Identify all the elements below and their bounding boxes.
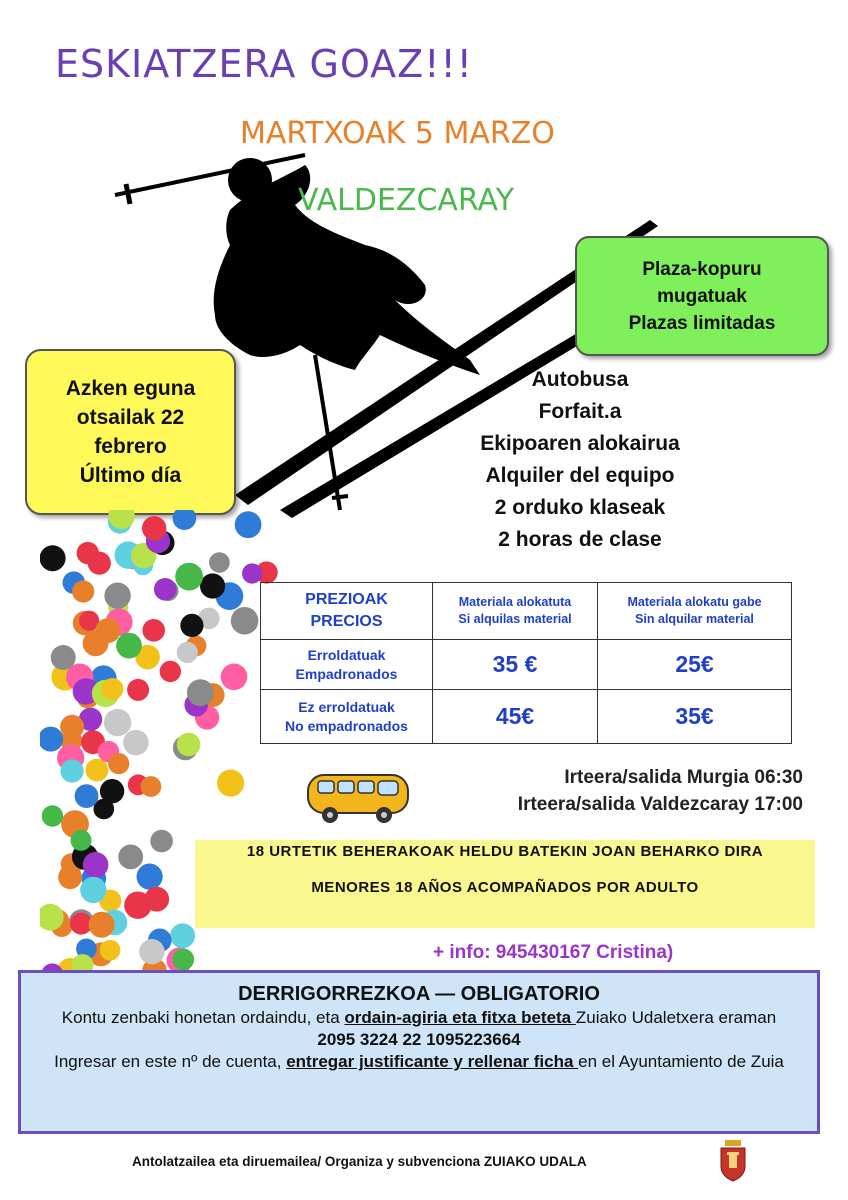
payment-text: Kontu zenbaki honetan ordaindu, eta — [61, 1008, 345, 1027]
price-table — [260, 582, 792, 744]
contact-info: + info: 945430167 Cristina) — [433, 942, 674, 963]
confetti-dot — [104, 583, 130, 609]
confetti-dot — [95, 618, 120, 643]
price-cell: 45€ — [433, 690, 598, 744]
confetti-dot — [139, 939, 164, 964]
row-label-text: No empadronados — [285, 717, 408, 734]
column-header-text: Materiala alokatu gabe — [627, 595, 762, 609]
payment-box — [18, 970, 820, 1134]
row-label-text: Empadronados — [295, 665, 398, 682]
confetti-dot — [217, 770, 244, 797]
confetti-dot — [209, 552, 230, 573]
service-item: Forfait.a — [538, 400, 622, 423]
departure-times — [440, 764, 803, 818]
poster-title: ESKIATZERA GOAZ!!! — [55, 42, 473, 86]
row-label — [261, 690, 433, 744]
confetti-dot — [40, 727, 63, 752]
deadline-line: febrero — [94, 435, 167, 458]
deadline-line: otsailak 22 — [76, 406, 185, 429]
confetti-dot — [150, 830, 173, 853]
confetti-dot — [142, 516, 166, 540]
table-row — [261, 690, 792, 744]
payment-text: en el Ayuntamiento de Zuia — [578, 1052, 784, 1071]
header-label: PRECIOS — [310, 613, 383, 630]
organizer-footer: Antolatzailea eta diruemailea/ Organiza y subvenciona ZUIAKO UDALA — [132, 1154, 587, 1169]
confetti-dot — [118, 845, 143, 870]
column-header-text: Sin alquilar material — [635, 612, 754, 626]
confetti-dot — [142, 619, 165, 642]
payment-eu — [21, 1007, 817, 1029]
confetti-dot — [141, 776, 162, 797]
confetti-dot — [83, 852, 109, 878]
column-header-norent — [598, 583, 792, 640]
event-location: VALDEZCARAY — [298, 183, 515, 218]
confetti-dot — [221, 664, 248, 691]
limited-line: Plaza-kopuru — [642, 258, 762, 280]
confetti-dot — [58, 865, 82, 889]
price-cell: 35 € — [433, 640, 598, 690]
confetti-dot — [51, 645, 76, 670]
payment-emphasis: entregar justificante y rellenar ficha — [286, 1052, 579, 1071]
confetti-dot — [101, 678, 123, 700]
service-item: 2 orduko klaseak — [494, 496, 666, 519]
minors-notice-eu: 18 URTETIK BEHERAKOAK HELDU BATEKIN JOAN BEHARKO DIRA — [246, 843, 764, 860]
confetti-dot — [127, 679, 149, 701]
confetti-dot — [200, 573, 225, 598]
confetti-dot — [175, 563, 203, 591]
row-label-text: Erroldatuak — [307, 646, 386, 663]
payment-heading: DERRIGORREZKOA — OBLIGATORIO — [238, 983, 600, 1005]
confetti-dot — [180, 614, 203, 637]
table-row — [261, 640, 792, 690]
confetti-dot — [172, 949, 194, 971]
confetti-dot — [177, 642, 198, 663]
confetti-dot — [116, 633, 142, 659]
confetti-dot — [235, 511, 262, 538]
confetti-dot — [100, 779, 124, 803]
event-date: MARTXOAK 5 MARZO — [240, 116, 555, 151]
confetti-dot — [42, 805, 63, 826]
service-item: 2 horas de clase — [498, 528, 662, 551]
confetti-dot — [144, 887, 169, 912]
price-table-corner — [261, 583, 433, 640]
confetti-dot — [100, 940, 121, 961]
deadline-line: Último día — [79, 464, 182, 487]
departure-line: Irteera/salida Murgia 06:30 — [564, 767, 803, 788]
confetti-dot — [242, 563, 262, 583]
confetti-dot — [160, 661, 181, 682]
limited-line: Plazas limitadas — [628, 312, 776, 334]
row-label — [261, 640, 433, 690]
limited-places-box — [575, 236, 829, 356]
confetti-dot — [60, 715, 84, 739]
column-header-text: Materiala alokatuta — [458, 595, 572, 609]
confetti-dot — [80, 877, 106, 903]
deadline-box — [25, 349, 236, 515]
confetti-dot — [187, 679, 214, 706]
column-header-text: Si alquilas material — [458, 612, 572, 626]
confetti-dot — [104, 709, 131, 736]
confetti-dot — [177, 733, 201, 757]
limited-line: mugatuak — [657, 285, 747, 307]
departure-line: Irteera/salida Valdezcaray 17:00 — [517, 794, 803, 815]
confetti-dot — [123, 730, 149, 756]
price-cell: 25€ — [598, 640, 792, 690]
included-services — [430, 364, 730, 556]
service-item: Alquiler del equipo — [485, 464, 675, 487]
service-item: Autobusa — [531, 368, 629, 391]
confetti-dot — [137, 864, 163, 890]
confetti-dot — [88, 552, 111, 575]
deadline-line: Azken eguna — [65, 377, 196, 400]
account-number: 2095 3224 22 1095223664 — [317, 1030, 521, 1049]
confetti-dot — [72, 580, 94, 602]
payment-text: Ingresar en este nº de cuenta, — [54, 1052, 287, 1071]
service-item: Ekipoaren alokairua — [480, 432, 680, 455]
price-cell: 35€ — [598, 690, 792, 744]
confetti-dot — [170, 923, 195, 948]
coat-of-arms-icon — [718, 1138, 748, 1182]
confetti-dot — [71, 830, 92, 851]
row-label-text: Ez erroldatuak — [298, 698, 395, 715]
confetti-dot — [231, 607, 259, 635]
payment-es — [21, 1051, 817, 1073]
payment-emphasis: ordain-agiria eta fitxa beteta — [344, 1008, 576, 1027]
column-header-rent — [433, 583, 598, 640]
confetti-dot — [86, 759, 109, 782]
header-label: PREZIOAK — [305, 591, 388, 608]
confetti-dot — [89, 912, 115, 938]
confetti-dot — [60, 759, 83, 782]
minors-notice-es: MENORES 18 AÑOS ACOMPAÑADOS POR ADULTO — [311, 879, 699, 896]
confetti-dot — [108, 753, 129, 774]
confetti-dot — [40, 545, 66, 571]
confetti-dot — [173, 510, 197, 530]
bus-icon — [304, 765, 414, 827]
payment-text: Zuiako Udaletxera eraman — [575, 1008, 777, 1027]
confetti-dot — [154, 578, 177, 601]
confetti-dot — [75, 784, 99, 808]
